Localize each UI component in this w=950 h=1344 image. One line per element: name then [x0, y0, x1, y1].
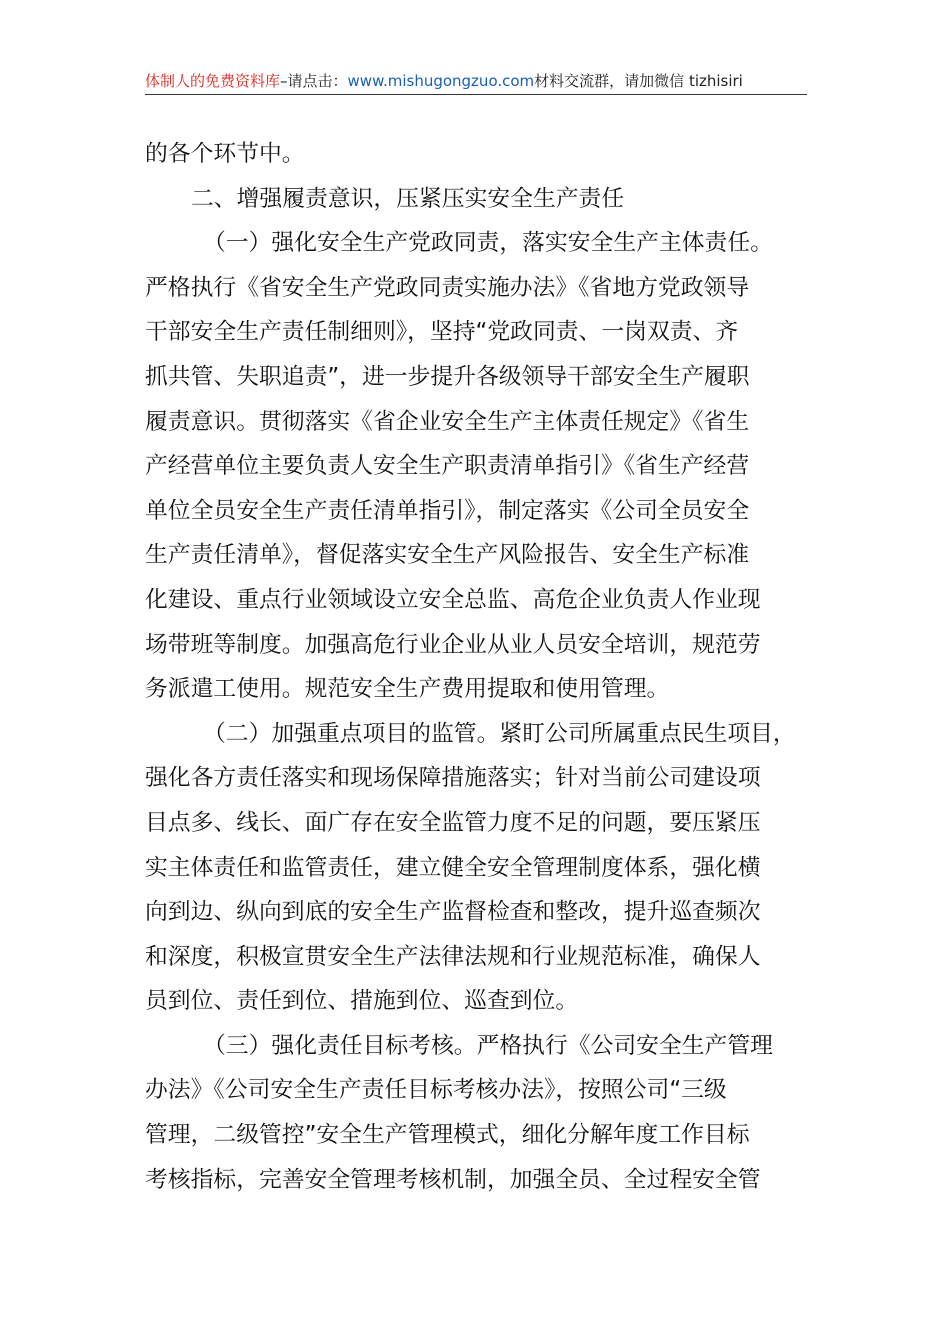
section-heading: 二、增强履责意识，压紧压实安全生产责任: [191, 185, 625, 212]
text-line: 产经营单位主要负责人安全生产职责清单指引》《省生产经营: [145, 453, 750, 480]
subsection-heading-1: （一）强化安全生产党政同责，落实安全生产主体责任。: [203, 230, 773, 257]
subsection-heading-3: （三）强化责任目标考核。严格执行《公司安全生产管理: [203, 1032, 773, 1059]
text-line: 办法》《公司安全生产责任目标考核办法》，按照公司“三级: [145, 1077, 727, 1104]
text-line: 管理，二级管控”安全生产管理模式，细化分解年度工作目标: [145, 1122, 750, 1149]
text-line: 严格执行《省安全生产党政同责实施办法》《省地方党政领导: [145, 274, 750, 301]
header-suffix: 材料交流群，请加微信 tizhisiri: [534, 72, 743, 90]
text-line: 员到位、责任到位、措施到位、巡查到位。: [145, 988, 579, 1015]
document-body: [145, 132, 810, 1202]
header-link[interactable]: www.mishugongzuo.com: [347, 72, 535, 90]
text-line: 和深度，积极宣贯安全生产法律法规和行业规范标准，确保人: [145, 943, 761, 970]
text-line: 生产责任清单》，督促落实安全生产风险报告、安全生产标准: [145, 542, 750, 569]
text-line: 目点多、线长、面广存在安全监管力度不足的问题，要压紧压: [145, 809, 761, 836]
subsection-heading-2: （二）加强重点项目的监管。紧盯公司所属重点民生项目，: [203, 720, 796, 747]
text-line: 干部安全生产责任制细则》，坚持“党政同责、一岗双责、齐: [145, 319, 739, 346]
text-line: 的各个环节中。: [145, 141, 305, 167]
page-header: [145, 70, 807, 95]
text-line: 实主体责任和监管责任，建立健全安全管理制度体系，强化横: [145, 854, 761, 881]
text-line: 履责意识。贯彻落实《省企业安全生产主体责任规定》《省生: [145, 408, 750, 435]
text-line: 单位全员安全生产责任清单指引》，制定落实《公司全员安全: [145, 497, 750, 524]
text-line: 抓共管、失职追责”，进一步提升各级领导干部安全生产履职: [145, 363, 750, 390]
text-line: 场带班等制度。加强高危行业企业从业人员安全培训，规范劳: [145, 631, 761, 658]
header-brand: 体制人的免费资料库: [145, 72, 281, 90]
text-line: 向到边、纵向到底的安全生产监督检查和整改，提升巡查频次: [145, 899, 761, 926]
header-prompt: –请点击：: [280, 72, 348, 90]
text-line: 化建设、重点行业领域设立安全总监、高危企业负责人作业现: [145, 586, 761, 613]
text-line: 强化各方责任落实和现场保障措施落实；针对当前公司建设项: [145, 765, 761, 792]
text-line: 务派遣工使用。规范安全生产费用提取和使用管理。: [145, 676, 670, 703]
text-line: 考核指标，完善安全管理考核机制，加强全员、全过程安全管: [145, 1166, 761, 1193]
